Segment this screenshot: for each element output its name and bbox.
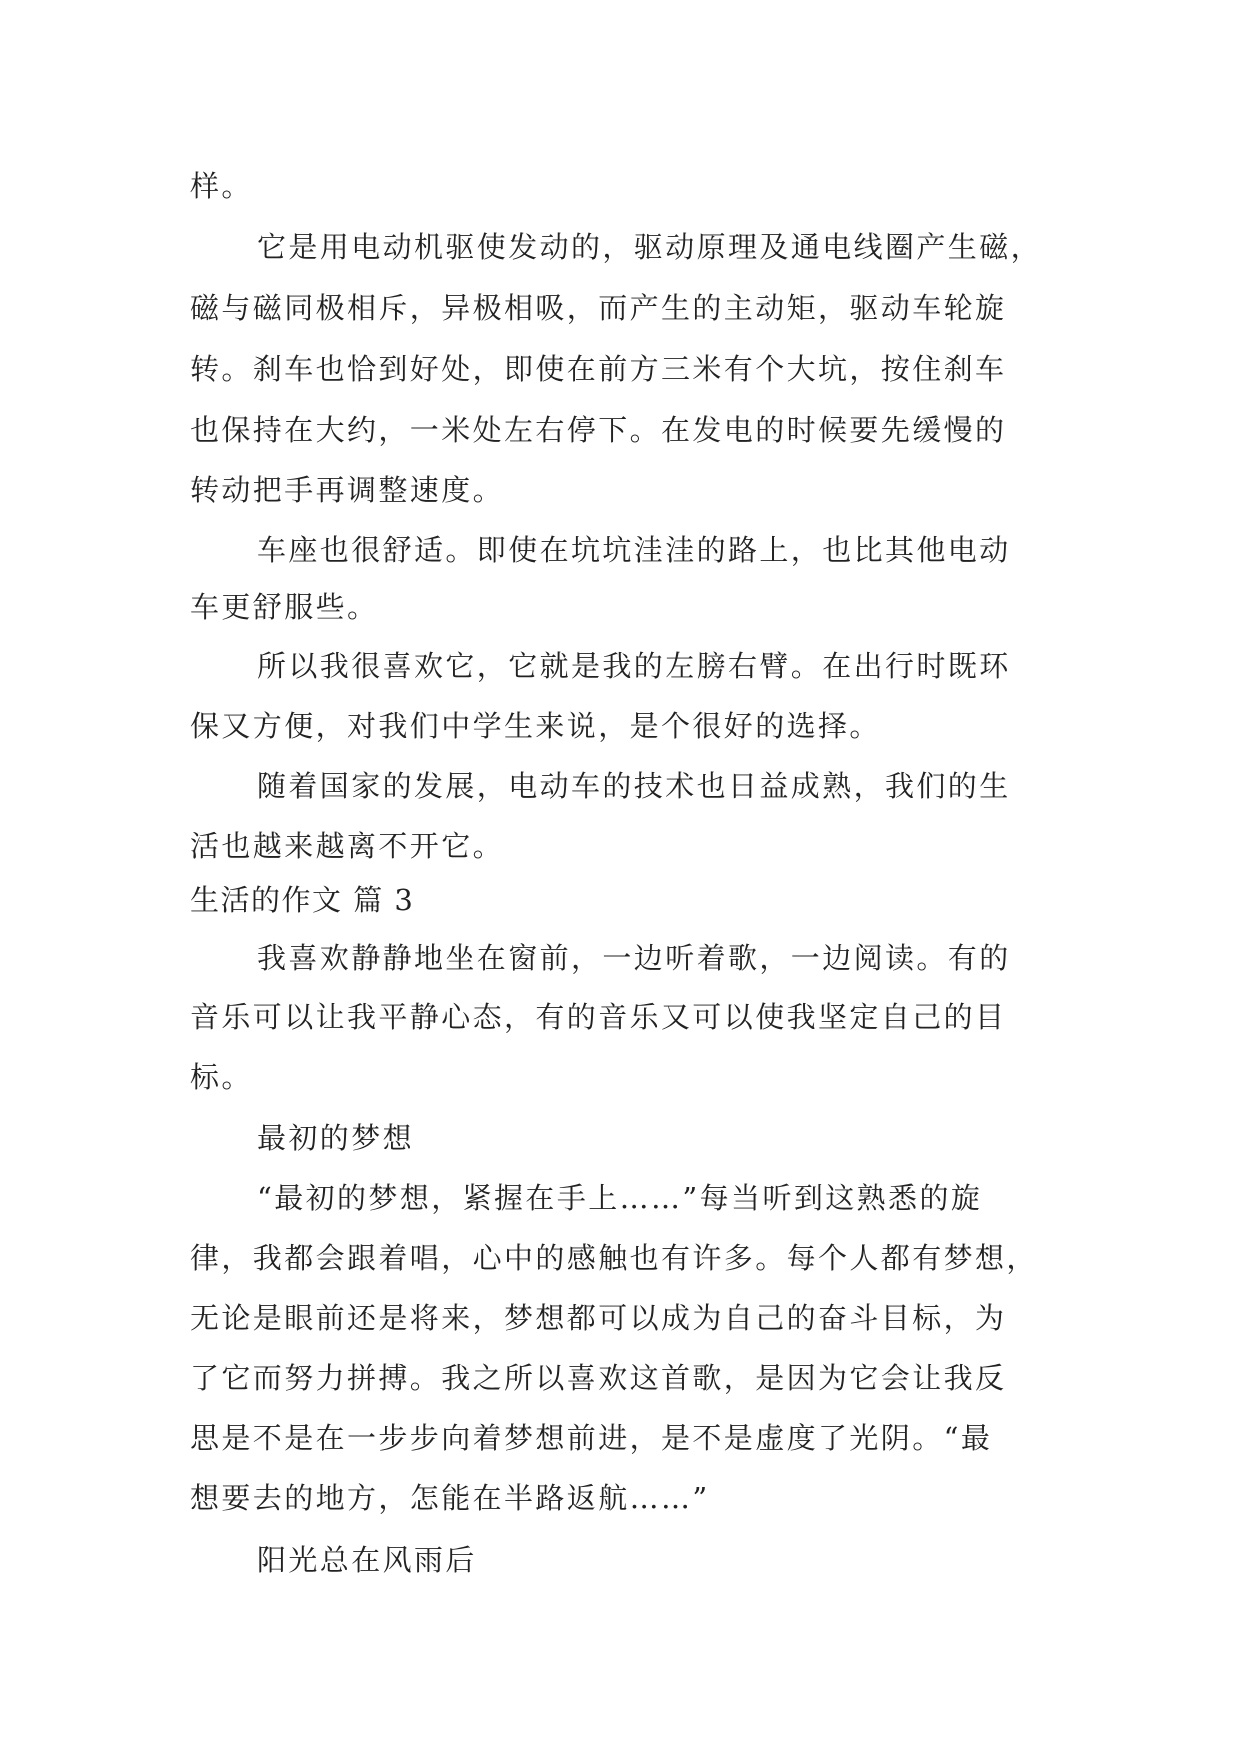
text-line: 活也越来越离不开它。 (190, 829, 505, 863)
text-line: 也保持在大约，一米处左右停下。在发电的时候要先缓慢的 (190, 413, 1007, 447)
text-line: 磁与磁同极相斥，异极相吸，而产生的主动矩，驱动车轮旋 (190, 291, 1007, 325)
text-line: 思是不是在一步步向着梦想前进，是不是虚度了光阴。“最 (190, 1421, 993, 1455)
text-line: 想要去的地方，怎能在半路返航……” (190, 1481, 710, 1515)
text-line: 标。 (190, 1060, 253, 1094)
text-line: 音乐可以让我平静心态，有的音乐又可以使我坚定自己的目 (190, 1000, 1007, 1034)
paragraph-first-line: 所以我很喜欢它，它就是我的左膀右臂。在出行时既环 (257, 649, 1011, 683)
paragraph-first-line: “最初的梦想，紧握在手上……”每当听到这熟悉的旋 (257, 1181, 983, 1215)
section-heading: 生活的作文 篇 3 (190, 883, 415, 917)
subheading-line: 阳光总在风雨后 (257, 1543, 477, 1577)
text-line: 车更舒服些。 (190, 590, 379, 624)
text-line: 无论是眼前还是将来，梦想都可以成为自己的奋斗目标，为 (190, 1301, 1007, 1335)
paragraph-first-line: 它是用电动机驱使发动的，驱动原理及通电线圈产生磁， (257, 230, 1043, 264)
text-line: 了它而努力拼搏。我之所以喜欢这首歌，是因为它会让我反 (190, 1361, 1007, 1395)
subheading-line: 最初的梦想 (257, 1121, 415, 1155)
paragraph-first-line: 车座也很舒适。即使在坑坑洼洼的路上，也比其他电动 (257, 533, 1011, 567)
text-line: 转动把手再调整速度。 (190, 473, 505, 507)
text-line: 保又方便，对我们中学生来说，是个很好的选择。 (190, 709, 881, 743)
text-line: 转。刹车也恰到好处，即使在前方三米有个大坑，按住刹车 (190, 352, 1007, 386)
text-line: 样。 (190, 169, 253, 203)
paragraph-first-line: 随着国家的发展，电动车的技术也日益成熟，我们的生 (257, 769, 1011, 803)
text-line: 律，我都会跟着唱，心中的感触也有许多。每个人都有梦想， (190, 1241, 1038, 1275)
paragraph-first-line: 我喜欢静静地坐在窗前，一边听着歌，一边阅读。有的 (257, 941, 1011, 975)
